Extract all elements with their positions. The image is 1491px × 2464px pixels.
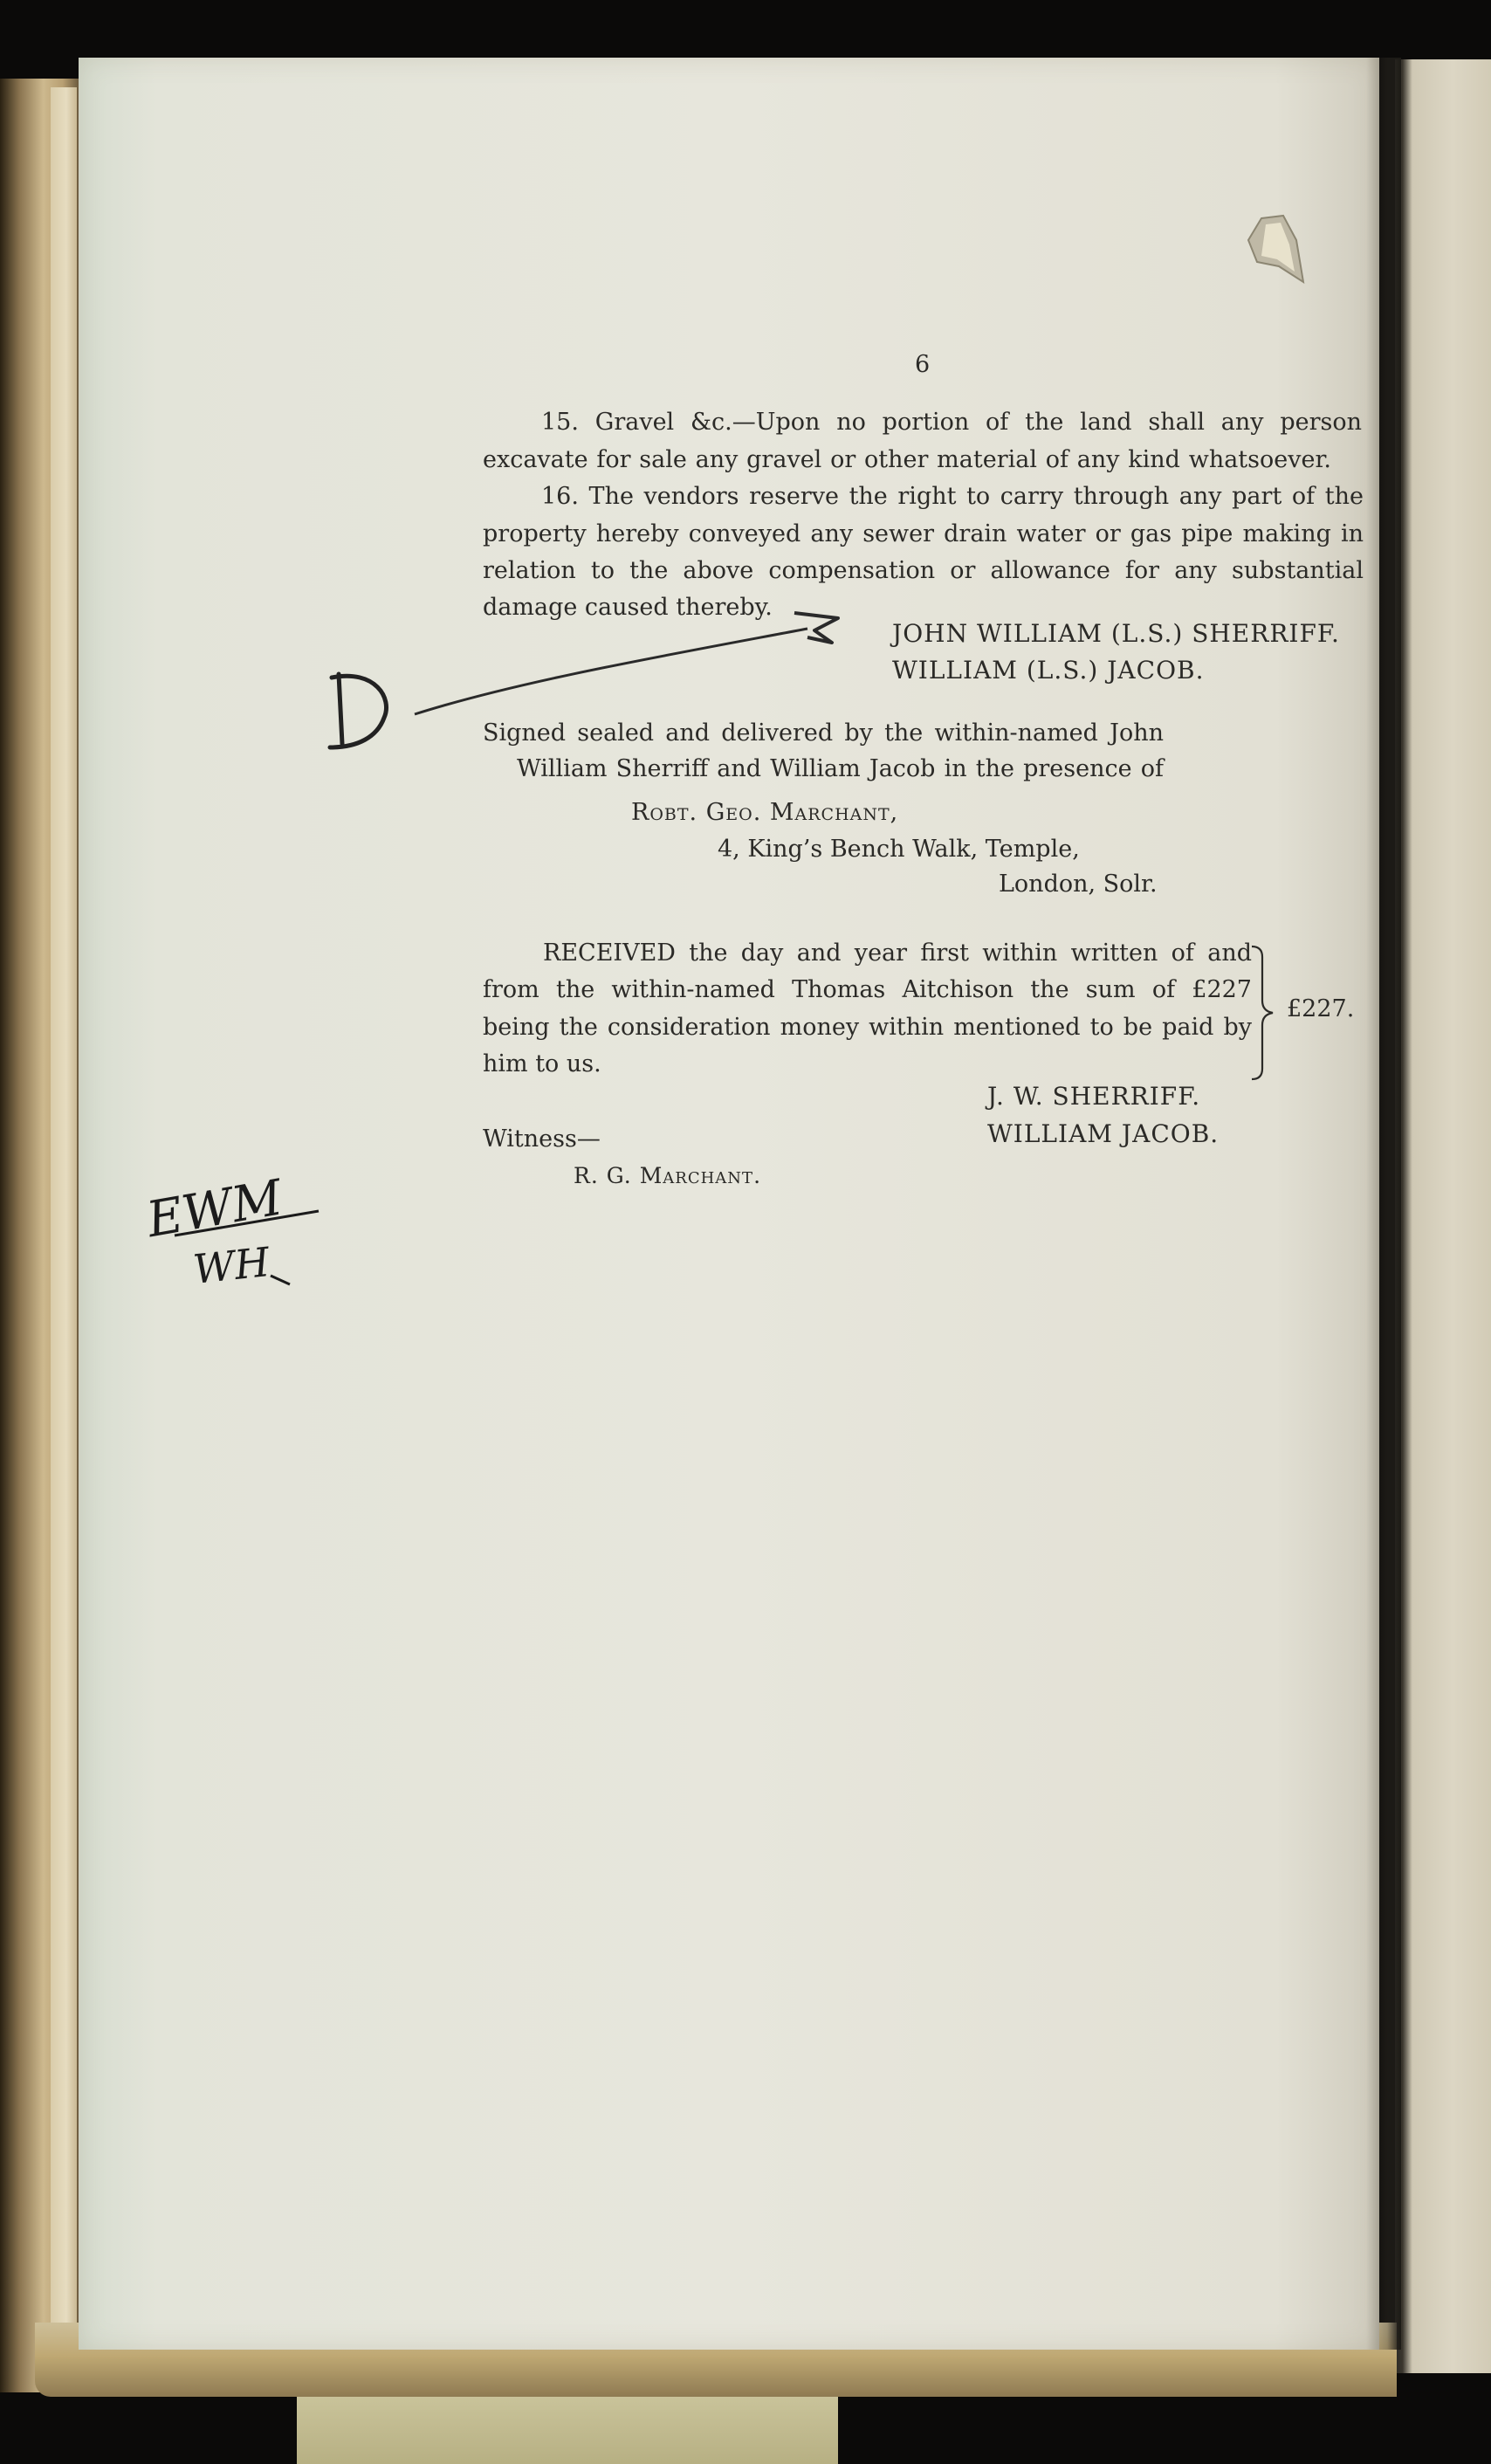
paper-tab [297, 2397, 838, 2464]
handwritten-arrow [397, 594, 851, 725]
initials-line-2: WH [190, 1238, 272, 1293]
solicitor-name: Robt. Geo. Marchant, [631, 799, 899, 826]
witness-label: Witness— [483, 1125, 601, 1153]
receipt-brace [1250, 943, 1276, 1083]
page-number: 6 [915, 351, 931, 378]
receipt-line-2: from the within-named Thomas Aitchison the sum of £227 [483, 976, 1252, 1003]
paper-tear [1244, 214, 1305, 288]
initials-line-1: EWM [142, 1169, 287, 1249]
receipt-line-4: him to us. [483, 1050, 601, 1077]
attestation-line-2: William Sherriff and William Jacob in the presence of [517, 755, 1164, 782]
clause-16-line-3: relation to the above compensation or allowance for any substantial [483, 557, 1364, 584]
next-page-edge [1395, 59, 1491, 2373]
clause-15-line-1: 15. Gravel &c.—Upon no portion of the land shall any person [541, 409, 1362, 436]
solicitor-address-line-1: 4, King’s Bench Walk, Temple, [718, 836, 1080, 863]
signature-william-jacob: WILLIAM (L.S.) JACOB. [892, 656, 1205, 685]
receipt-amount: £227. [1287, 995, 1355, 1022]
signature-john-william-sherriff: JOHN WILLIAM (L.S.) SHERRIFF. [892, 619, 1340, 648]
previous-page-edge [51, 87, 77, 2375]
clause-16-line-2: property hereby conveyed any sewer drain water or gas pipe making in [483, 520, 1364, 547]
receipt-line-1: RECEIVED the day and year first within written of and [543, 939, 1252, 967]
receipt-signature-jacob: WILLIAM JACOB. [987, 1119, 1220, 1148]
clause-16-line-1: 16. The vendors reserve the right to carry through any part of the [541, 483, 1364, 510]
attestation-line-1: Signed sealed and delivered by the within-named John [483, 719, 1164, 747]
handwritten-initials [140, 1166, 340, 1305]
solicitor-address-line-2: London, Solr. [999, 871, 1158, 898]
clause-16-line-4: damage caused thereby. [483, 594, 773, 621]
witness-name: R. G. Marchant. [574, 1163, 762, 1188]
page-gutter-shadow [1366, 58, 1401, 2350]
handwritten-margin-letter [323, 664, 402, 760]
receipt-signature-sherriff: J. W. SHERRIFF. [987, 1082, 1201, 1111]
receipt-line-3: being the consideration money within mentioned to be paid by [483, 1014, 1252, 1041]
clause-15-line-2: excavate for sale any gravel or other material of any kind whatsoever. [483, 446, 1331, 473]
